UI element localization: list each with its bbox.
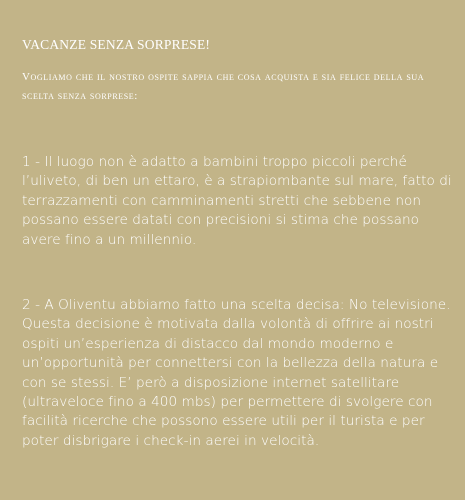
intro-text: Vogliamo che il nostro ospite sappia che cosa acquista e sia felice della sua scelta senza sorprese: (22, 71, 425, 102)
info-item-television: 2 - A Oliventu abbiamo fatto una scelta decisa: No televisione. Questa decisione è motivata dalla volontà di offrire ai nostri ospiti un’esperienza di distacco dal mondo moderno e un’opportunità per connettersi con la bellezza della natura e con se stessi. E’ però a disposizione internet satellitare (ultraveloce fino a 400 mbs) per permettere di svolgere con facilità ricerche che possono essere utili per il turista e per poter disbrigare i check-in aerei in velocità. (22, 297, 451, 449)
info-item-children: 1 - Il luogo non è adatto a bambini troppo piccoli perché l’uliveto, di ben un ettaro, è a strapiombante sul mare, fatto di terrazzamenti con camminamenti stretti che sebbene non possano essere datati con precisioni si stima che possano avere fino a un millennio. (22, 154, 452, 248)
section-heading: VACANZE SENZA SORPRESE! (22, 37, 211, 52)
